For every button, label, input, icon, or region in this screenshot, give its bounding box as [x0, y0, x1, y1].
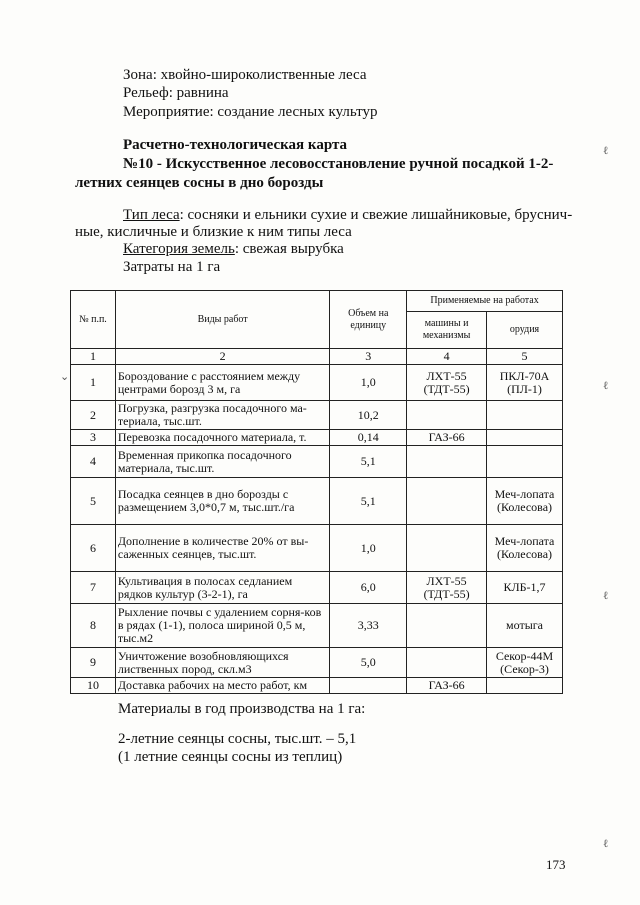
work-machines: ГАЗ-66	[407, 678, 487, 694]
table-header-row	[71, 291, 563, 312]
work-name: Временная прикопка посадочного материала, тыс.шт.	[115, 446, 329, 478]
column-number-row	[71, 349, 563, 365]
header-volume: Объем на единицу	[330, 291, 407, 349]
column-number: 5	[487, 349, 563, 365]
forest-type-line	[123, 207, 572, 224]
work-volume: 6,0	[330, 572, 407, 604]
row-number: 3	[71, 430, 116, 446]
page-number: 173	[546, 857, 566, 872]
work-volume: 5,1	[330, 478, 407, 525]
work-machines: ЛХТ-55 (ТДТ-55)	[407, 365, 487, 401]
column-number: 4	[407, 349, 487, 365]
work-volume: 1,0	[330, 365, 407, 401]
work-name: Рыхление почвы с удалением сорня-ков в рядах (1-1), полоса шириной 0,5 м, тыс.м2	[115, 604, 329, 648]
zone-line: Зона: хвойно-широколиственные леса	[123, 67, 367, 83]
table-row	[71, 648, 563, 678]
column-number: 1	[71, 349, 116, 365]
work-machines: ГАЗ-66	[407, 430, 487, 446]
work-volume: 10,2	[330, 401, 407, 430]
relief-line: Рельеф: равнина	[123, 85, 229, 101]
work-tools: Меч-лопата (Колесова)	[487, 478, 563, 525]
work-tools	[487, 401, 563, 430]
work-name: Доставка рабочих на место работ, км	[115, 678, 329, 694]
card-subtitle-line2: летних сеянцев сосны в дно борозды	[75, 175, 324, 191]
work-name: Перевозка посадочного материала, т.	[115, 430, 329, 446]
materials-line2: (1 летние сеянцы сосны из теплиц)	[118, 749, 343, 765]
table-row	[71, 430, 563, 446]
work-volume: 3,33	[330, 604, 407, 648]
materials-line1: 2-летние сеянцы сосны, тыс.шт. – 5,1	[118, 731, 357, 747]
table-row	[71, 572, 563, 604]
activity-line: Мероприятие: создание лесных культур	[123, 104, 378, 120]
table-row	[71, 604, 563, 648]
work-name: Культивация в полосах седланием рядков культур (3-2-1), га	[115, 572, 329, 604]
header-machines: машины и механизмы	[407, 312, 487, 349]
work-volume: 5,0	[330, 648, 407, 678]
work-machines: ЛХТ-55 (ТДТ-55)	[407, 572, 487, 604]
card-title: Расчетно-технологическая карта	[123, 137, 348, 153]
work-machines	[407, 446, 487, 478]
column-number: 3	[330, 349, 407, 365]
work-volume: 0,14	[330, 430, 407, 446]
work-tools	[487, 678, 563, 694]
work-tools: Меч-лопата (Колесова)	[487, 525, 563, 572]
table-row	[71, 401, 563, 430]
forest-type-value: : сосняки и ельники сухие и свежие лишайниковые, бруснич-	[179, 207, 573, 223]
table-row	[71, 446, 563, 478]
column-number: 2	[115, 349, 329, 365]
scan-mark-icon: ⌄	[60, 371, 70, 383]
work-tools: мотыга	[487, 604, 563, 648]
row-number: 1	[71, 365, 116, 401]
materials-title: Материалы в год производства на 1 га:	[118, 701, 366, 717]
work-name: Уничтожение возобновляющихся лиственных пород, скл.м3	[115, 648, 329, 678]
work-machines	[407, 525, 487, 572]
header-works: Виды работ	[115, 291, 329, 349]
work-name: Дополнение в количестве 20% от вы-саженных сеянцев, тыс.шт.	[115, 525, 329, 572]
work-machines	[407, 648, 487, 678]
land-category-label: Категория земель	[123, 241, 235, 257]
work-volume: 5,1	[330, 446, 407, 478]
work-machines	[407, 478, 487, 525]
work-machines	[407, 604, 487, 648]
land-category-line	[123, 241, 344, 258]
work-volume: 1,0	[330, 525, 407, 572]
work-name: Погрузка, разгрузка посадочного ма-териала, тыс.шт.	[115, 401, 329, 430]
scan-mark-icon: ℓ	[603, 380, 609, 392]
row-number: 7	[71, 572, 116, 604]
work-name: Посадка сеянцев в дно борозды с размещением 3,0*0,7 м, тыс.шт./га	[115, 478, 329, 525]
forest-type-continuation: ные, кисличные и близкие к ним типы леса	[75, 224, 352, 240]
table-row	[71, 678, 563, 694]
table-row	[71, 525, 563, 572]
work-name: Бороздование с расстоянием между центрами борозд 3 м, га	[115, 365, 329, 401]
row-number: 8	[71, 604, 116, 648]
work-tools	[487, 430, 563, 446]
row-number: 4	[71, 446, 116, 478]
work-tools: ПКЛ-70А (ПЛ-1)	[487, 365, 563, 401]
card-subtitle-line1: №10 - Искусственное лесовосстановление ручной посадкой 1-2-	[123, 156, 554, 172]
table-row	[71, 365, 563, 401]
row-number: 5	[71, 478, 116, 525]
header-tools: орудия	[487, 312, 563, 349]
works-table	[70, 290, 563, 694]
header-number: № п.п.	[71, 291, 116, 349]
work-machines	[407, 401, 487, 430]
row-number: 2	[71, 401, 116, 430]
forest-type-label: Тип леса	[123, 207, 180, 223]
table-row	[71, 478, 563, 525]
row-number: 6	[71, 525, 116, 572]
costs-line: Затраты на 1 га	[123, 259, 221, 275]
scan-mark-icon: ℓ	[603, 838, 609, 850]
work-tools: Секор-44М (Секор-3)	[487, 648, 563, 678]
work-tools	[487, 446, 563, 478]
work-volume	[330, 678, 407, 694]
scan-mark-icon: ℓ	[603, 590, 609, 602]
row-number: 9	[71, 648, 116, 678]
header-applied: Применяемые на работах	[407, 291, 563, 312]
land-category-value: : свежая вырубка	[234, 241, 344, 257]
work-tools: КЛБ-1,7	[487, 572, 563, 604]
scan-mark-icon: ℓ	[603, 145, 609, 157]
row-number: 10	[71, 678, 116, 694]
